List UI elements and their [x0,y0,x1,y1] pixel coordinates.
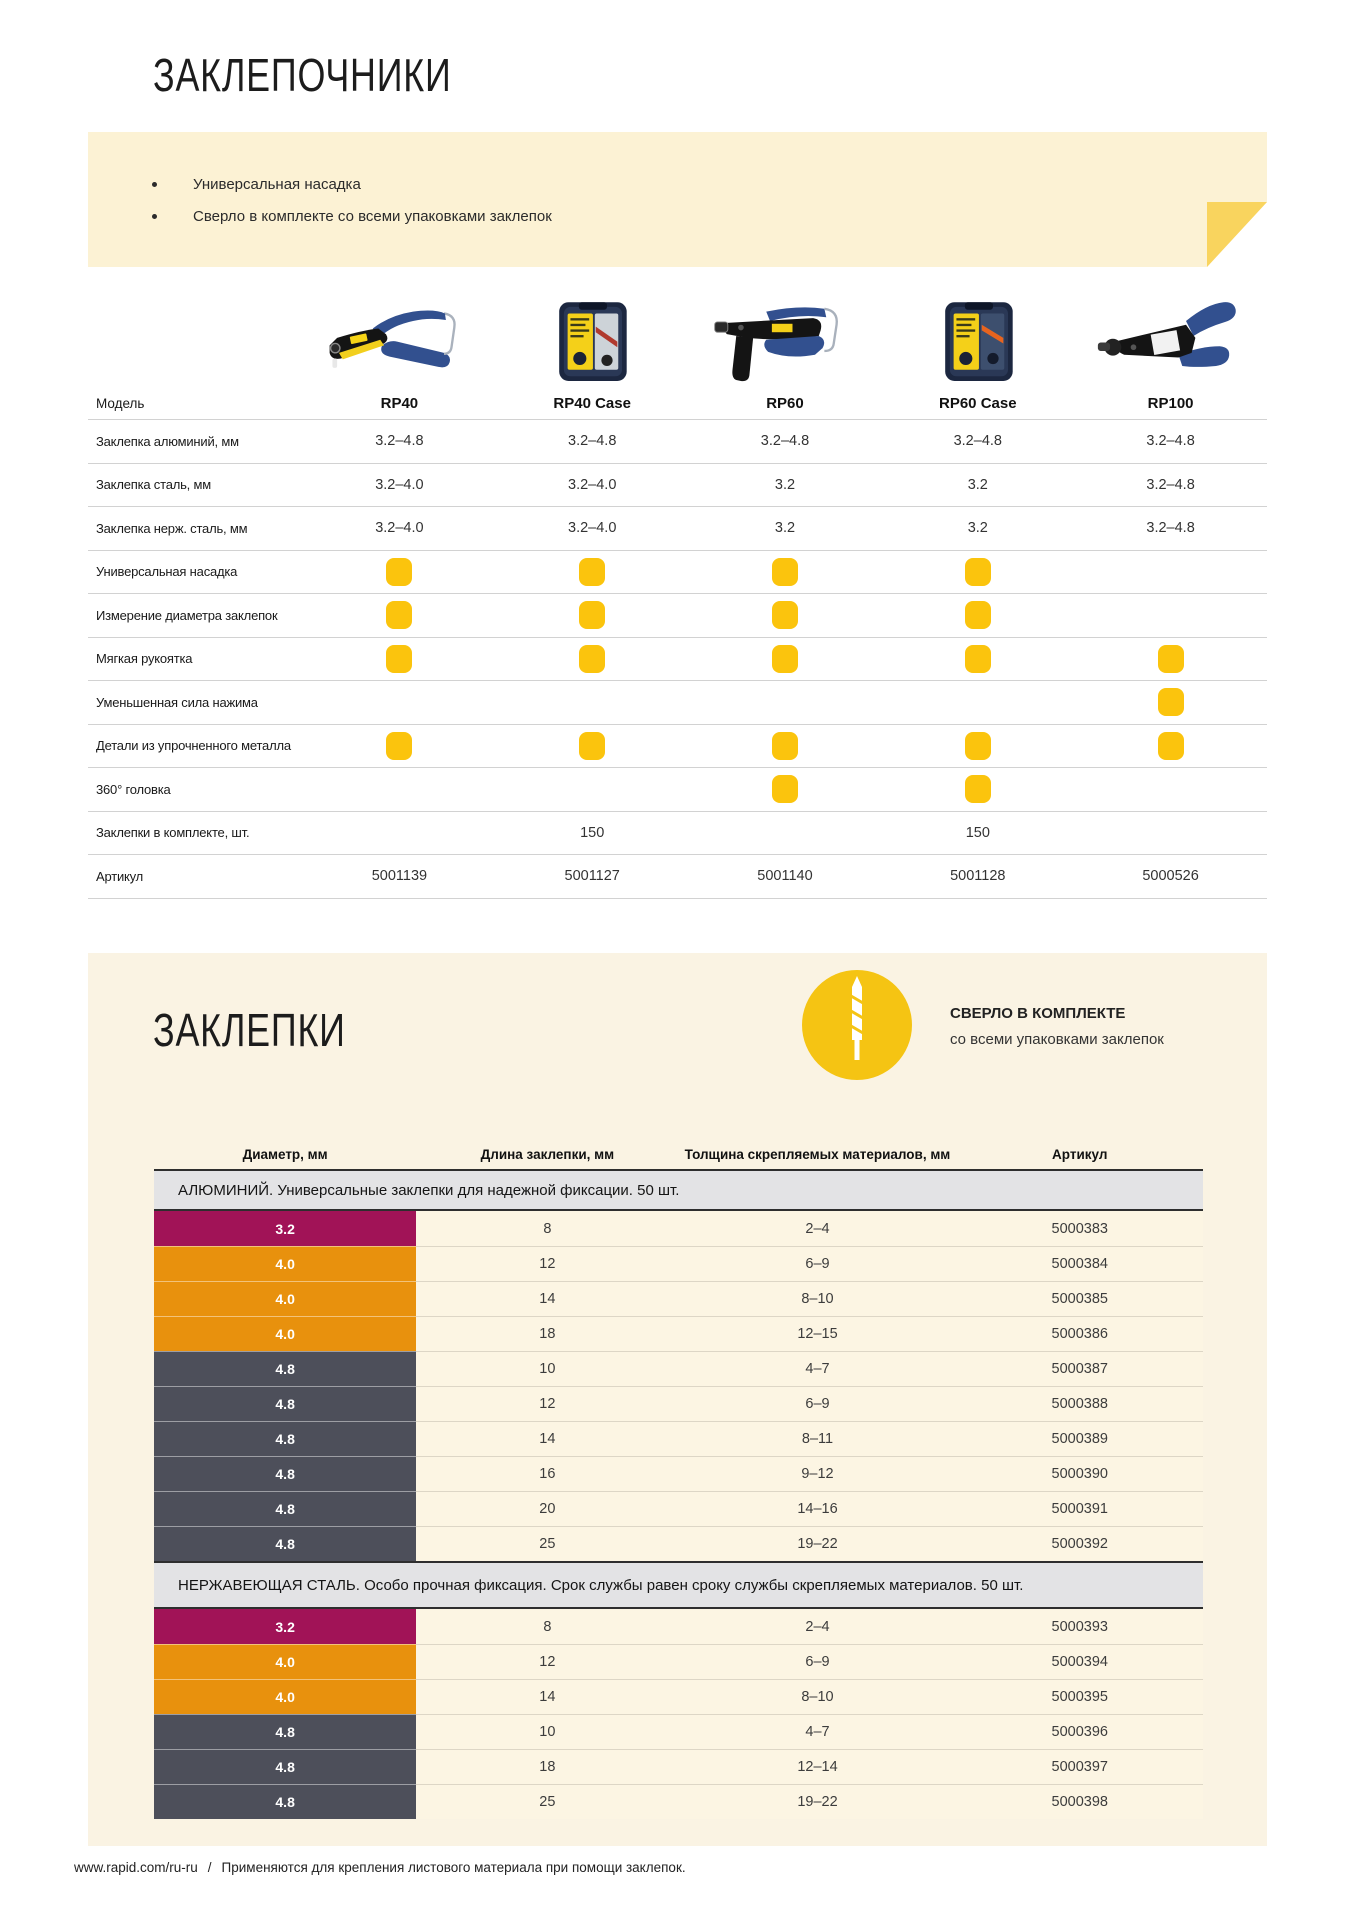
rivets-table [154,1139,1203,1819]
rivet-thickness-cell: 6–9 [679,1246,957,1281]
rivet-length-cell: 18 [416,1316,678,1351]
rivet-row [154,1456,1203,1491]
model-row [88,388,1267,419]
rivet-row [154,1526,1203,1561]
spec-cell: 3.2 [967,476,988,493]
rivet-thickness-cell: 19–22 [679,1526,957,1561]
feature-check-icon [772,645,798,673]
case-rp40-image [496,296,689,388]
spec-cell [303,732,496,760]
spec-cell [689,558,882,586]
rivet-thickness-cell: 6–9 [679,1644,957,1679]
rivet-length-cell: 12 [416,1246,678,1281]
feature-check-icon [772,558,798,586]
rivet-thickness-cell: 2–4 [805,1220,830,1237]
rivet-row [154,1749,1203,1784]
rivet-row [154,1609,1203,1644]
spec-row [88,419,1267,463]
rivet-sku-cell: 5000386 [956,1316,1203,1351]
feature-check-icon [579,558,605,586]
rivet-diameter-cell: 4.8 [154,1351,416,1386]
spec-cell: 3.2–4.8 [1146,433,1195,450]
feature-check-icon [772,775,798,803]
rivet-sku-cell: 5000390 [956,1456,1203,1491]
spec-row-label: Уменьшенная сила нажима [96,694,258,710]
feature-check-icon [965,732,991,760]
spec-cell: 3.2 [774,476,796,493]
rivet-diameter-cell: 4.8 [154,1714,416,1749]
page-title-riveters: ЗАКЛЕПОЧНИКИ [153,49,452,101]
feature-check-icon [965,645,991,673]
rivet-sku-cell: 5000394 [956,1644,1203,1679]
rivet-sku-cell: 5000387 [956,1351,1203,1386]
rivet-length-cell: 25 [416,1784,678,1819]
rivet-diameter-cell: 4.0 [154,1246,416,1281]
spec-cell [689,775,882,803]
rivet-sku-cell: 5000391 [956,1491,1203,1526]
feature-check-icon [965,775,991,803]
rivet-row [154,1679,1203,1714]
spec-row-label: Заклепка нерж. сталь, мм [96,520,248,536]
spec-cell [303,601,496,629]
column-header: Диаметр, мм [242,1146,328,1162]
spec-row [88,463,1267,507]
riveters-spec-rows [88,419,1267,899]
spec-cell: 5001128 [950,868,1006,885]
column-header: Длина заклепки, мм [480,1146,615,1162]
banner-bullet-text: Сверло в комплекте со всеми упаковками заклепок [193,208,552,225]
rivet-diameter-cell: 4.0 [154,1679,416,1714]
rivet-thickness-cell: 8–10 [679,1281,957,1316]
spec-cell: 3.2–4.8 [568,433,617,450]
spec-row-label: Заклепка алюминий, мм [96,433,239,449]
rivet-thickness-cell: 9–12 [679,1456,957,1491]
drill-badge-text [950,1001,1164,1053]
feature-check-icon [386,601,412,629]
spec-cell: 3.2–4.0 [568,476,617,493]
spec-row-label: Универсальная насадка [96,564,238,580]
feature-check-icon [1158,688,1184,716]
spec-row [88,506,1267,550]
drill-bit-icon [802,970,912,1080]
rivet-length-cell: 14 [416,1281,678,1316]
spec-cell [689,601,882,629]
case-rp60-icon [903,298,1053,388]
spec-cell [1074,688,1267,716]
spec-cell [303,645,496,673]
column-header: Артикул [1052,1146,1108,1162]
drill-badge [802,970,912,1080]
bullet-dot-icon [152,182,157,187]
spec-cell: 150 [965,824,990,841]
riveter-rp100-image [1074,296,1267,388]
features-banner [88,132,1267,267]
rivet-sku-cell: 5000396 [956,1714,1203,1749]
spec-cell [881,732,1074,760]
rivet-diameter-cell: 3.2 [154,1609,416,1644]
rivet-sku-cell: 5000393 [1051,1618,1108,1635]
product-images-spacer [88,296,303,388]
spec-cell: 3.2–4.8 [1146,476,1195,493]
spec-cell: 3.2–4.0 [568,520,617,537]
spec-row [88,724,1267,768]
rivet-length-cell: 20 [416,1491,678,1526]
spec-row-label: 360° головка [96,781,171,797]
feature-check-icon [772,732,798,760]
rivet-thickness-cell: 6–9 [679,1386,957,1421]
page-corner-fold [1207,202,1267,267]
rivet-sku-cell: 5000388 [956,1386,1203,1421]
rivet-diameter-cell: 4.8 [154,1386,416,1421]
rivet-length-cell: 18 [416,1749,678,1784]
rivets-section-header: НЕРЖАВЕЮЩАЯ СТАЛЬ. Особо прочная фиксация. Срок службы равен сроку службы скрепляемых материалов. 50 шт. [154,1561,1203,1609]
riveters-comparison-table [88,388,1267,899]
spec-row [88,550,1267,594]
rivet-length-cell: 10 [416,1714,678,1749]
feature-check-icon [579,645,605,673]
footer-separator: / [207,1860,212,1875]
drill-badge-subtitle: со всеми упаковками заклепок [950,1031,1164,1048]
rivet-diameter-cell: 4.8 [154,1491,416,1526]
spec-row [88,593,1267,637]
spec-cell: 5001139 [371,868,428,885]
feature-check-icon [386,645,412,673]
rivets-section [88,953,1267,1846]
column-header: Толщина скрепляемых материалов, мм [684,1146,951,1162]
rivet-sku-cell: 5000398 [956,1784,1203,1819]
rivet-length-cell: 12 [416,1386,678,1421]
spec-cell: 3.2–4.8 [760,433,810,450]
rivet-row [154,1316,1203,1351]
spec-cell [496,601,689,629]
spec-row-label: Заклепка сталь, мм [96,477,211,493]
riveter-rp40-icon [324,298,474,388]
spec-cell: 3.2–4.8 [375,433,424,450]
spec-row-label: Измерение диаметра заклепок [96,607,278,623]
rivet-length-cell: 16 [416,1456,678,1491]
rivets-section-header: АЛЮМИНИЙ. Универсальные заклепки для надежной фиксации. 50 шт. [154,1169,1203,1211]
banner-bullet [152,208,552,225]
footer-note: Применяются для крепления листового материала при помощи заклепок. [221,1860,686,1875]
rivet-sku-cell: 5000385 [956,1281,1203,1316]
rivets-table-body [154,1169,1203,1819]
feature-check-icon [965,601,991,629]
rivet-length-cell: 8 [543,1220,552,1237]
rivet-row [154,1644,1203,1679]
rivet-diameter-cell: 4.0 [154,1644,416,1679]
case-rp60-image [881,296,1074,388]
rivet-thickness-cell: 2–4 [805,1618,830,1635]
rivet-thickness-cell: 8–11 [679,1421,957,1456]
riveter-rp100-icon [1096,298,1246,388]
spec-row-label: Детали из упрочненного металла [96,738,291,754]
footer-url-link[interactable]: www.rapid.com/ru-ru [74,1860,198,1875]
rivet-row [154,1281,1203,1316]
spec-cell [881,601,1074,629]
rivet-length-cell: 10 [416,1351,678,1386]
rivet-sku-cell: 5000395 [956,1679,1203,1714]
spec-cell [1074,645,1267,673]
rivet-row [154,1386,1203,1421]
case-rp40-icon [517,298,667,388]
rivet-row [154,1491,1203,1526]
banner-bullet-text: Универсальная насадка [193,176,361,193]
rivet-thickness-cell: 19–22 [679,1784,957,1819]
rivet-length-cell: 12 [416,1644,678,1679]
spec-row [88,811,1267,855]
rivet-thickness-cell: 4–7 [679,1714,957,1749]
rivet-thickness-cell: 8–10 [679,1679,957,1714]
rivet-row [154,1211,1203,1246]
rivet-diameter-cell: 4.8 [154,1421,416,1456]
spec-cell: 3.2–4.8 [1146,520,1195,537]
rivet-diameter-cell: 4.8 [154,1784,416,1819]
feature-check-icon [579,732,605,760]
spec-cell: 3.2–4.0 [375,476,424,493]
rivet-sku-cell: 5000389 [956,1421,1203,1456]
spec-cell [881,558,1074,586]
page-title-rivets: ЗАКЛЕПКИ [153,1004,346,1056]
product-images-row [88,296,1267,388]
drill-badge-title: СВЕРЛО В КОМПЛЕКТЕ [950,1005,1126,1022]
riveter-rp40-image [303,296,496,388]
rivet-length-cell: 14 [416,1679,678,1714]
riveter-rp60-icon [710,298,860,388]
rivet-thickness-cell: 14–16 [679,1491,957,1526]
model-row-label: Модель [96,396,145,411]
spec-row [88,854,1267,898]
rivet-sku-cell: 5000397 [956,1749,1203,1784]
spec-row-label: Артикул [96,868,144,884]
spec-cell [1074,732,1267,760]
rivet-diameter-cell: 3.2 [154,1211,416,1246]
spec-cell: 5001140 [757,868,813,885]
rivet-length-cell: 8 [543,1618,552,1635]
rivet-row [154,1351,1203,1386]
spec-cell [496,558,689,586]
feature-check-icon [772,601,798,629]
feature-check-icon [1158,645,1184,673]
spec-cell: 3.2 [967,520,988,537]
page-footer [74,1860,686,1875]
rivet-length-cell: 25 [416,1526,678,1561]
spec-row [88,637,1267,681]
feature-check-icon [386,732,412,760]
model-name: RP40 Case [553,395,631,412]
feature-check-icon [579,601,605,629]
spec-cell [496,732,689,760]
rivet-length-cell: 14 [416,1421,678,1456]
model-name: RP40 [380,395,419,412]
rivet-diameter-cell: 4.0 [154,1316,416,1351]
spec-row [88,680,1267,724]
spec-cell [303,558,496,586]
spec-row [88,767,1267,811]
spec-cell: 150 [580,824,605,841]
rivet-sku-cell: 5000383 [1051,1220,1108,1237]
rivet-diameter-cell: 4.8 [154,1456,416,1491]
rivet-thickness-cell: 4–7 [679,1351,957,1386]
spec-cell [689,645,882,673]
spec-cell [881,775,1074,803]
model-name: RP60 [766,395,804,412]
feature-check-icon [386,558,412,586]
rivet-row [154,1784,1203,1819]
rivet-thickness-cell: 12–15 [679,1316,957,1351]
spec-row-label: Мягкая рукоятка [96,651,193,667]
spec-cell: 5001127 [564,868,620,885]
spec-cell: 3.2 [774,520,796,537]
riveter-rp60-image [689,296,882,388]
rivet-sku-cell: 5000392 [956,1526,1203,1561]
rivet-diameter-cell: 4.8 [154,1749,416,1784]
rivet-row [154,1714,1203,1749]
rivet-sku-cell: 5000384 [956,1246,1203,1281]
model-name: RP100 [1147,395,1194,412]
rivet-diameter-cell: 4.0 [154,1281,416,1316]
rivet-row [154,1246,1203,1281]
rivet-row [154,1421,1203,1456]
model-name: RP60 Case [939,395,1017,412]
spec-cell: 3.2–4.0 [375,520,424,537]
spec-cell [881,645,1074,673]
banner-bullet [152,176,361,193]
spec-cell: 3.2–4.8 [953,433,1002,450]
feature-check-icon [965,558,991,586]
spec-row-label: Заклепки в комплекте, шт. [96,825,250,841]
spec-cell [689,732,882,760]
rivet-diameter-cell: 4.8 [154,1526,416,1561]
rivets-table-headers [154,1139,1203,1169]
spec-cell [496,645,689,673]
bullet-dot-icon [152,214,157,219]
spec-cell: 5000526 [1142,868,1199,885]
rivet-thickness-cell: 12–14 [679,1749,957,1784]
feature-check-icon [1158,732,1184,760]
